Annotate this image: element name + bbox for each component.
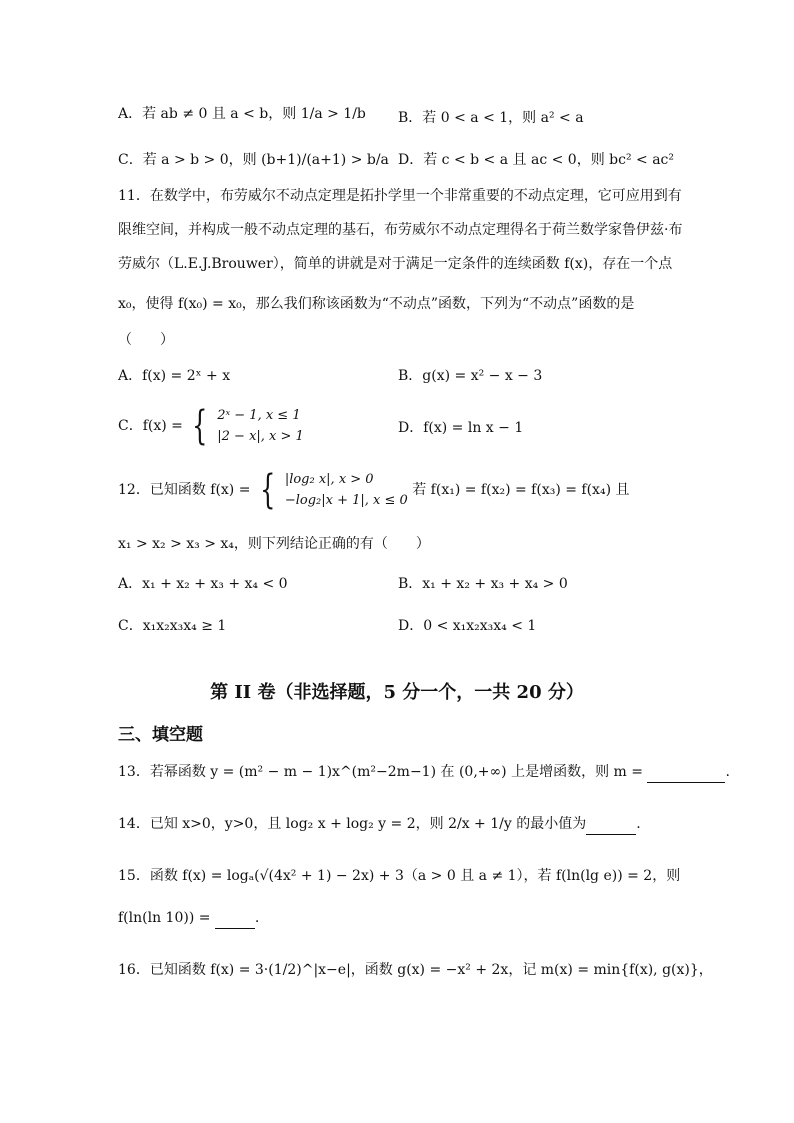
q15-end: . xyxy=(254,910,260,926)
left-brace-icon: { xyxy=(259,467,276,513)
q11-line-3: 劳威尔（L.E.J.Brouwer），简单的讲就是对于满足一定条件的连续函数 f(x)，存在一个点 xyxy=(118,256,673,272)
q14 xyxy=(118,814,641,835)
q12-stem xyxy=(118,468,629,512)
q10-option-c: C．若 a > b > 0，则 (b+1)/(a+1) > b/a xyxy=(118,152,389,168)
q15-line-2 xyxy=(118,908,259,929)
q13-end: . xyxy=(725,764,730,780)
q11-line-2: 限维空间，并构成一般不动点定理的基石，布劳威尔不动点定理得名于荷兰数学家鲁伊兹·布 xyxy=(118,222,683,238)
q15-line-2-text: f(ln(ln 10)) = xyxy=(118,910,215,926)
q13 xyxy=(118,762,730,783)
q13-answer-blank xyxy=(647,762,725,783)
q10-option-a: A．若 ab ≠ 0 且 a < b，则 1/a > 1/b xyxy=(118,106,366,122)
q12-cases xyxy=(285,469,408,511)
q15-answer-blank xyxy=(215,908,255,929)
q11-option-c-label: C．f(x) = xyxy=(118,418,183,434)
q11-option-c xyxy=(118,404,304,448)
q13-text: 13．若幂函数 y = (m² − m − 1)x^(m²−2m−1) 在 (0,+∞) 上是增函数，则 m = xyxy=(118,764,648,780)
case-line: |2 − x|, x > 1 xyxy=(217,429,304,444)
q12-option-b: B．x₁ + x₂ + x₃ + x₄ > 0 xyxy=(398,576,568,592)
q14-text: 14．已知 x>0，y>0，且 log₂ x + log₂ y = 2，则 2/x + 1/y 的最小值为 xyxy=(118,816,587,832)
q12-option-d: D．0 < x₁x₂x₃x₄ < 1 xyxy=(398,618,537,634)
q10-option-b: B．若 0 < a < 1，则 a² < a xyxy=(398,110,584,126)
q12-condition: 若 f(x₁) = f(x₂) = f(x₃) = f(x₄) 且 xyxy=(412,482,630,498)
q15-line-1: 15．函数 f(x) = logₐ(√(4x² + 1) − 2x) + 3（a > 0 且 a ≠ 1），若 f(ln(lg e)) = 2，则 xyxy=(118,868,681,884)
q12-option-c: C．x₁x₂x₃x₄ ≥ 1 xyxy=(118,618,227,634)
q14-answer-blank xyxy=(586,814,636,835)
case-line: −log₂|x + 1|, x ≤ 0 xyxy=(284,493,408,508)
q11-option-b: B．g(x) = x² − x − 3 xyxy=(398,368,543,384)
q12-line-2: x₁ > x₂ > x₃ > x₄，则下列结论正确的有（ ） xyxy=(118,536,430,552)
q11-option-c-cases xyxy=(217,405,304,447)
q11-answer-paren: （ ） xyxy=(118,332,174,348)
case-line: |log₂ x|, x > 0 xyxy=(284,472,374,487)
q16-line-1: 16．已知函数 f(x) = 3·(1/2)^|x−e|，函数 g(x) = −x² + 2x，记 m(x) = min{f(x), g(x)}， xyxy=(118,962,713,978)
section-title: 第 II 卷（非选择题，5 分一个，一共 20 分） xyxy=(210,682,584,703)
q11-option-d: D．f(x) = ln x − 1 xyxy=(398,420,524,436)
q12-option-a: A．x₁ + x₂ + x₃ + x₄ < 0 xyxy=(118,576,288,592)
q11-line-1: 11．在数学中，布劳威尔不动点定理是拓扑学里一个非常重要的不动点定理，它可应用到有 xyxy=(118,188,682,204)
left-brace-icon: { xyxy=(192,403,208,449)
q10-option-d: D．若 c < b < a 且 ac < 0，则 bc² < ac² xyxy=(398,152,675,168)
q11-option-a: A．f(x) = 2ˣ + x xyxy=(118,368,231,384)
q14-end: . xyxy=(636,816,641,832)
q11-line-4: x₀，使得 f(x₀) = x₀，那么我们称该函数为“不动点”函数，下列为“不动点”函数的是 xyxy=(118,296,635,312)
section-subtitle: 三、填空题 xyxy=(118,725,203,745)
q12-label: 12．已知函数 f(x) = xyxy=(118,482,251,498)
case-line: 2ˣ − 1, x ≤ 1 xyxy=(217,408,301,423)
